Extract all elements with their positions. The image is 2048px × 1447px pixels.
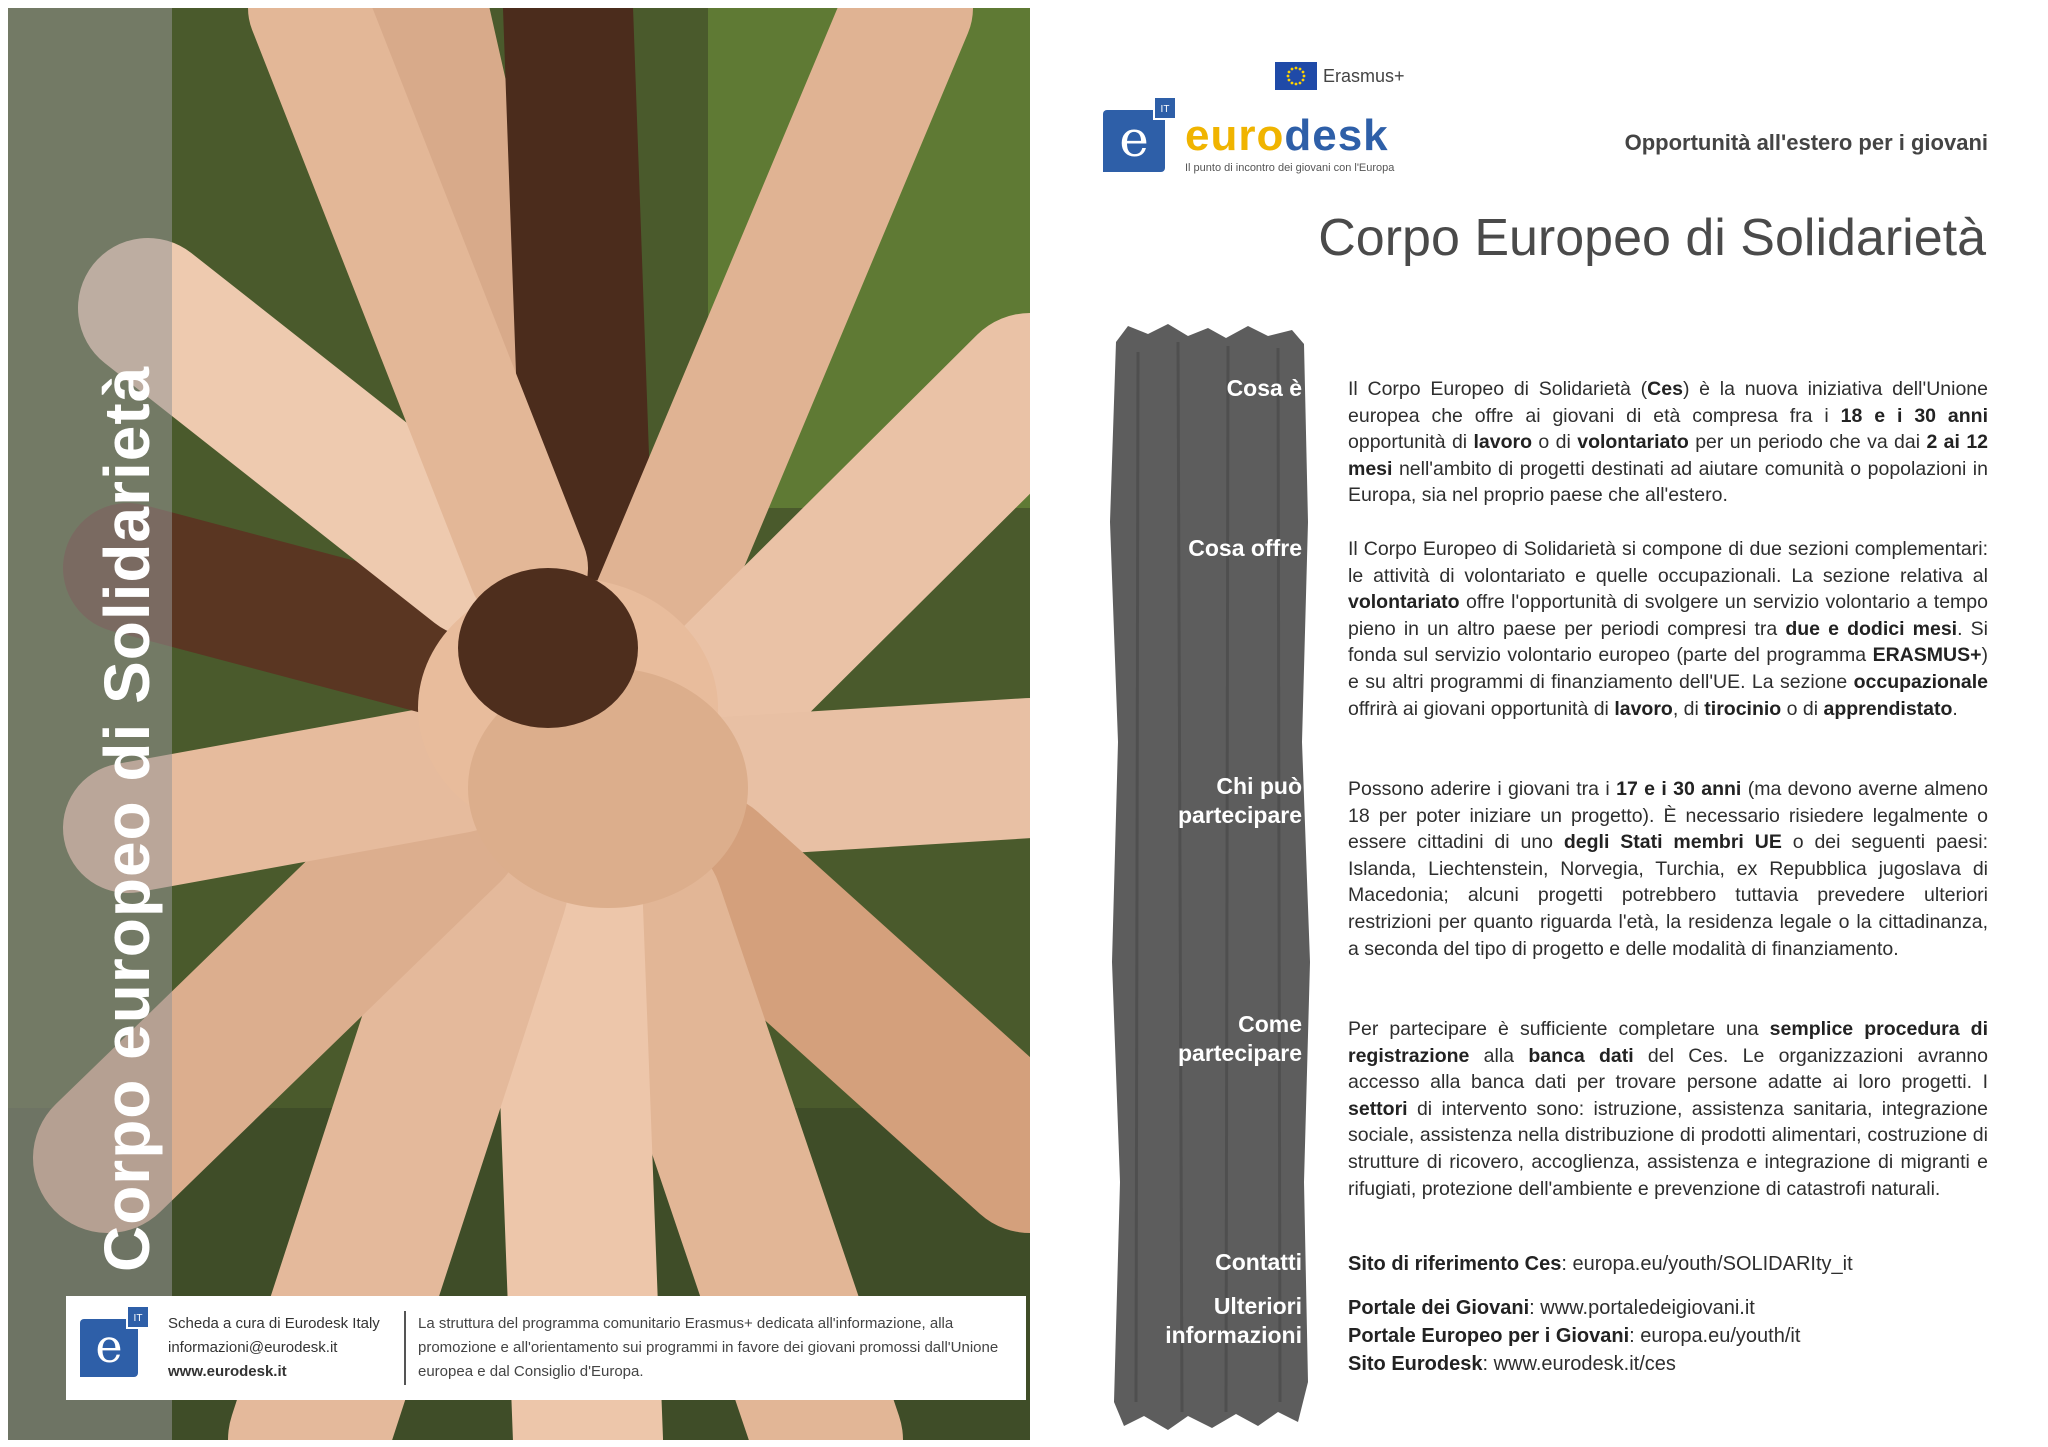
link-portale-giovani: Portale dei Giovani: www.portaledeigiovani.it: [1348, 1297, 1755, 1319]
footer-contact: [168, 1312, 398, 1384]
section-text-chi-puo: Possono aderire i giovani tra i 17 e i 30 anni (ma devono averne almeno 18 per poter iniziare un progetto). È necessario risiedere legalmente o essere cittadini di uno degli Stati membri UE o dei seguenti paesi: Islanda, Liechtenstein, Norvegia, Turchia, ex Repubblica jugoslava di Macedonia; alcuni progetti potrebbero tuttavia prevedere ulteriori restrizioni per quanto riguarda l'età, la residenza legale o la cittadinanza, a seconda del tipo di progetto e delle modalità di finanziamento.: [1348, 778, 1988, 960]
section-text-cosa-offre: Il Corpo Europeo di Solidarietà si compone di due sezioni complementari: le attività di volontariato e quelle occupazionali. La sezione relativa al volontariato offre l'opportunità di svolgere un servizio volontario a tempo pieno in un altro paese per periodi compresi tra due e dodici mesi. Si fonda sul servizio volontario europeo (parte del programma ERASMUS+) e su altri programmi di finanziamento dell'UE. La sezione occupazionale offrirà ai giovani opportunità di lavoro, di tirocinio o di apprendistato.: [1348, 538, 1988, 720]
it-badge: IT: [1153, 96, 1177, 120]
erasmus-logo: [1275, 62, 1405, 90]
eurodesk-tagline: Il punto di incontro dei giovani con l'Europa: [1185, 162, 1395, 174]
section-label-cosa-offre: Cosa offre: [1188, 535, 1302, 561]
link-portale-europeo: Portale Europeo per i Giovani: europa.eu/youth/it: [1348, 1325, 1801, 1347]
section-text-come: Per partecipare è sufficiente completare una semplice procedura di registrazione alla banca dati del Ces. Le organizzazioni avranno accesso alla banca dati per trovare persone adatte ai loro progetti. I settori di intervento sono: istruzione, assistenza sanitaria, integrazione sociale, assistenza nella distribuzione di prodotti alimentari, costruzione di strutture di ricovero, accoglienza, assistenza e integrazione di migranti e rifugiati, protezione dell'ambiente e prevenzione di catastrofi naturali.: [1348, 1018, 1988, 1200]
footer-email: informazioni@eurodesk.it: [168, 1339, 338, 1356]
section-label-chi-puo: Chi può partecipare: [1177, 773, 1302, 828]
it-badge: IT: [126, 1305, 150, 1329]
eurodesk-wordmark: eurodesk: [1185, 111, 1389, 160]
footer-divider: [404, 1311, 406, 1385]
page-title: Corpo Europeo di Solidarietà: [1318, 209, 1986, 267]
eurodesk-icon: e IT: [80, 1319, 138, 1377]
link-sito-eurodesk: Sito Eurodesk: www.eurodesk.it/ces: [1348, 1353, 1676, 1375]
erasmus-label: Erasmus+: [1323, 65, 1405, 86]
header-tagline: Opportunità all'estero per i giovani: [1624, 130, 1988, 155]
section-label-ulteriori: Ulteriori informazioni: [1165, 1293, 1302, 1348]
section-label-come: Come partecipare: [1177, 1011, 1302, 1066]
section-text-contatti: Sito di riferimento Ces: europa.eu/youth/SOLIDARIty_it: [1348, 1253, 1853, 1275]
footer-description: La struttura del programma comunitario Erasmus+ dedicata all'informazione, alla promozione e all'orientamento sui programmi in favore dei giovani promossi dall'Unione europea e dal Consiglio d'Europa.: [418, 1315, 999, 1380]
cover-title: Corpo europeo di Solidarietà: [91, 365, 163, 1272]
footer-credit: Scheda a cura di Eurodesk Italy: [168, 1315, 380, 1332]
cover-panel: [8, 8, 1030, 1440]
cover-footer: [66, 1296, 1026, 1400]
section-text-ulteriori: [1348, 1294, 1988, 1378]
eu-flag-icon: [1275, 62, 1317, 90]
eurodesk-logo-icon: e IT: [1103, 110, 1165, 172]
section-label-cosa-e: Cosa è: [1226, 375, 1302, 401]
section-text-cosa-e: Il Corpo Europeo di Solidarietà (Ces) è la nuova iniziativa dell'Unione europea che offre ai giovani di età compresa fra i 18 e i 30 anni opportunità di lavoro o di volontariato per un periodo che va dai 2 ai 12 mesi nell'ambito di progetti destinati ad aiutare comunità o popolazioni in Europa, sia nel proprio paese che all'estero.: [1348, 378, 1989, 507]
section-label-contatti: Contatti: [1215, 1249, 1302, 1275]
footer-website: www.eurodesk.it: [168, 1363, 287, 1380]
eurodesk-logo: [1103, 104, 1395, 174]
